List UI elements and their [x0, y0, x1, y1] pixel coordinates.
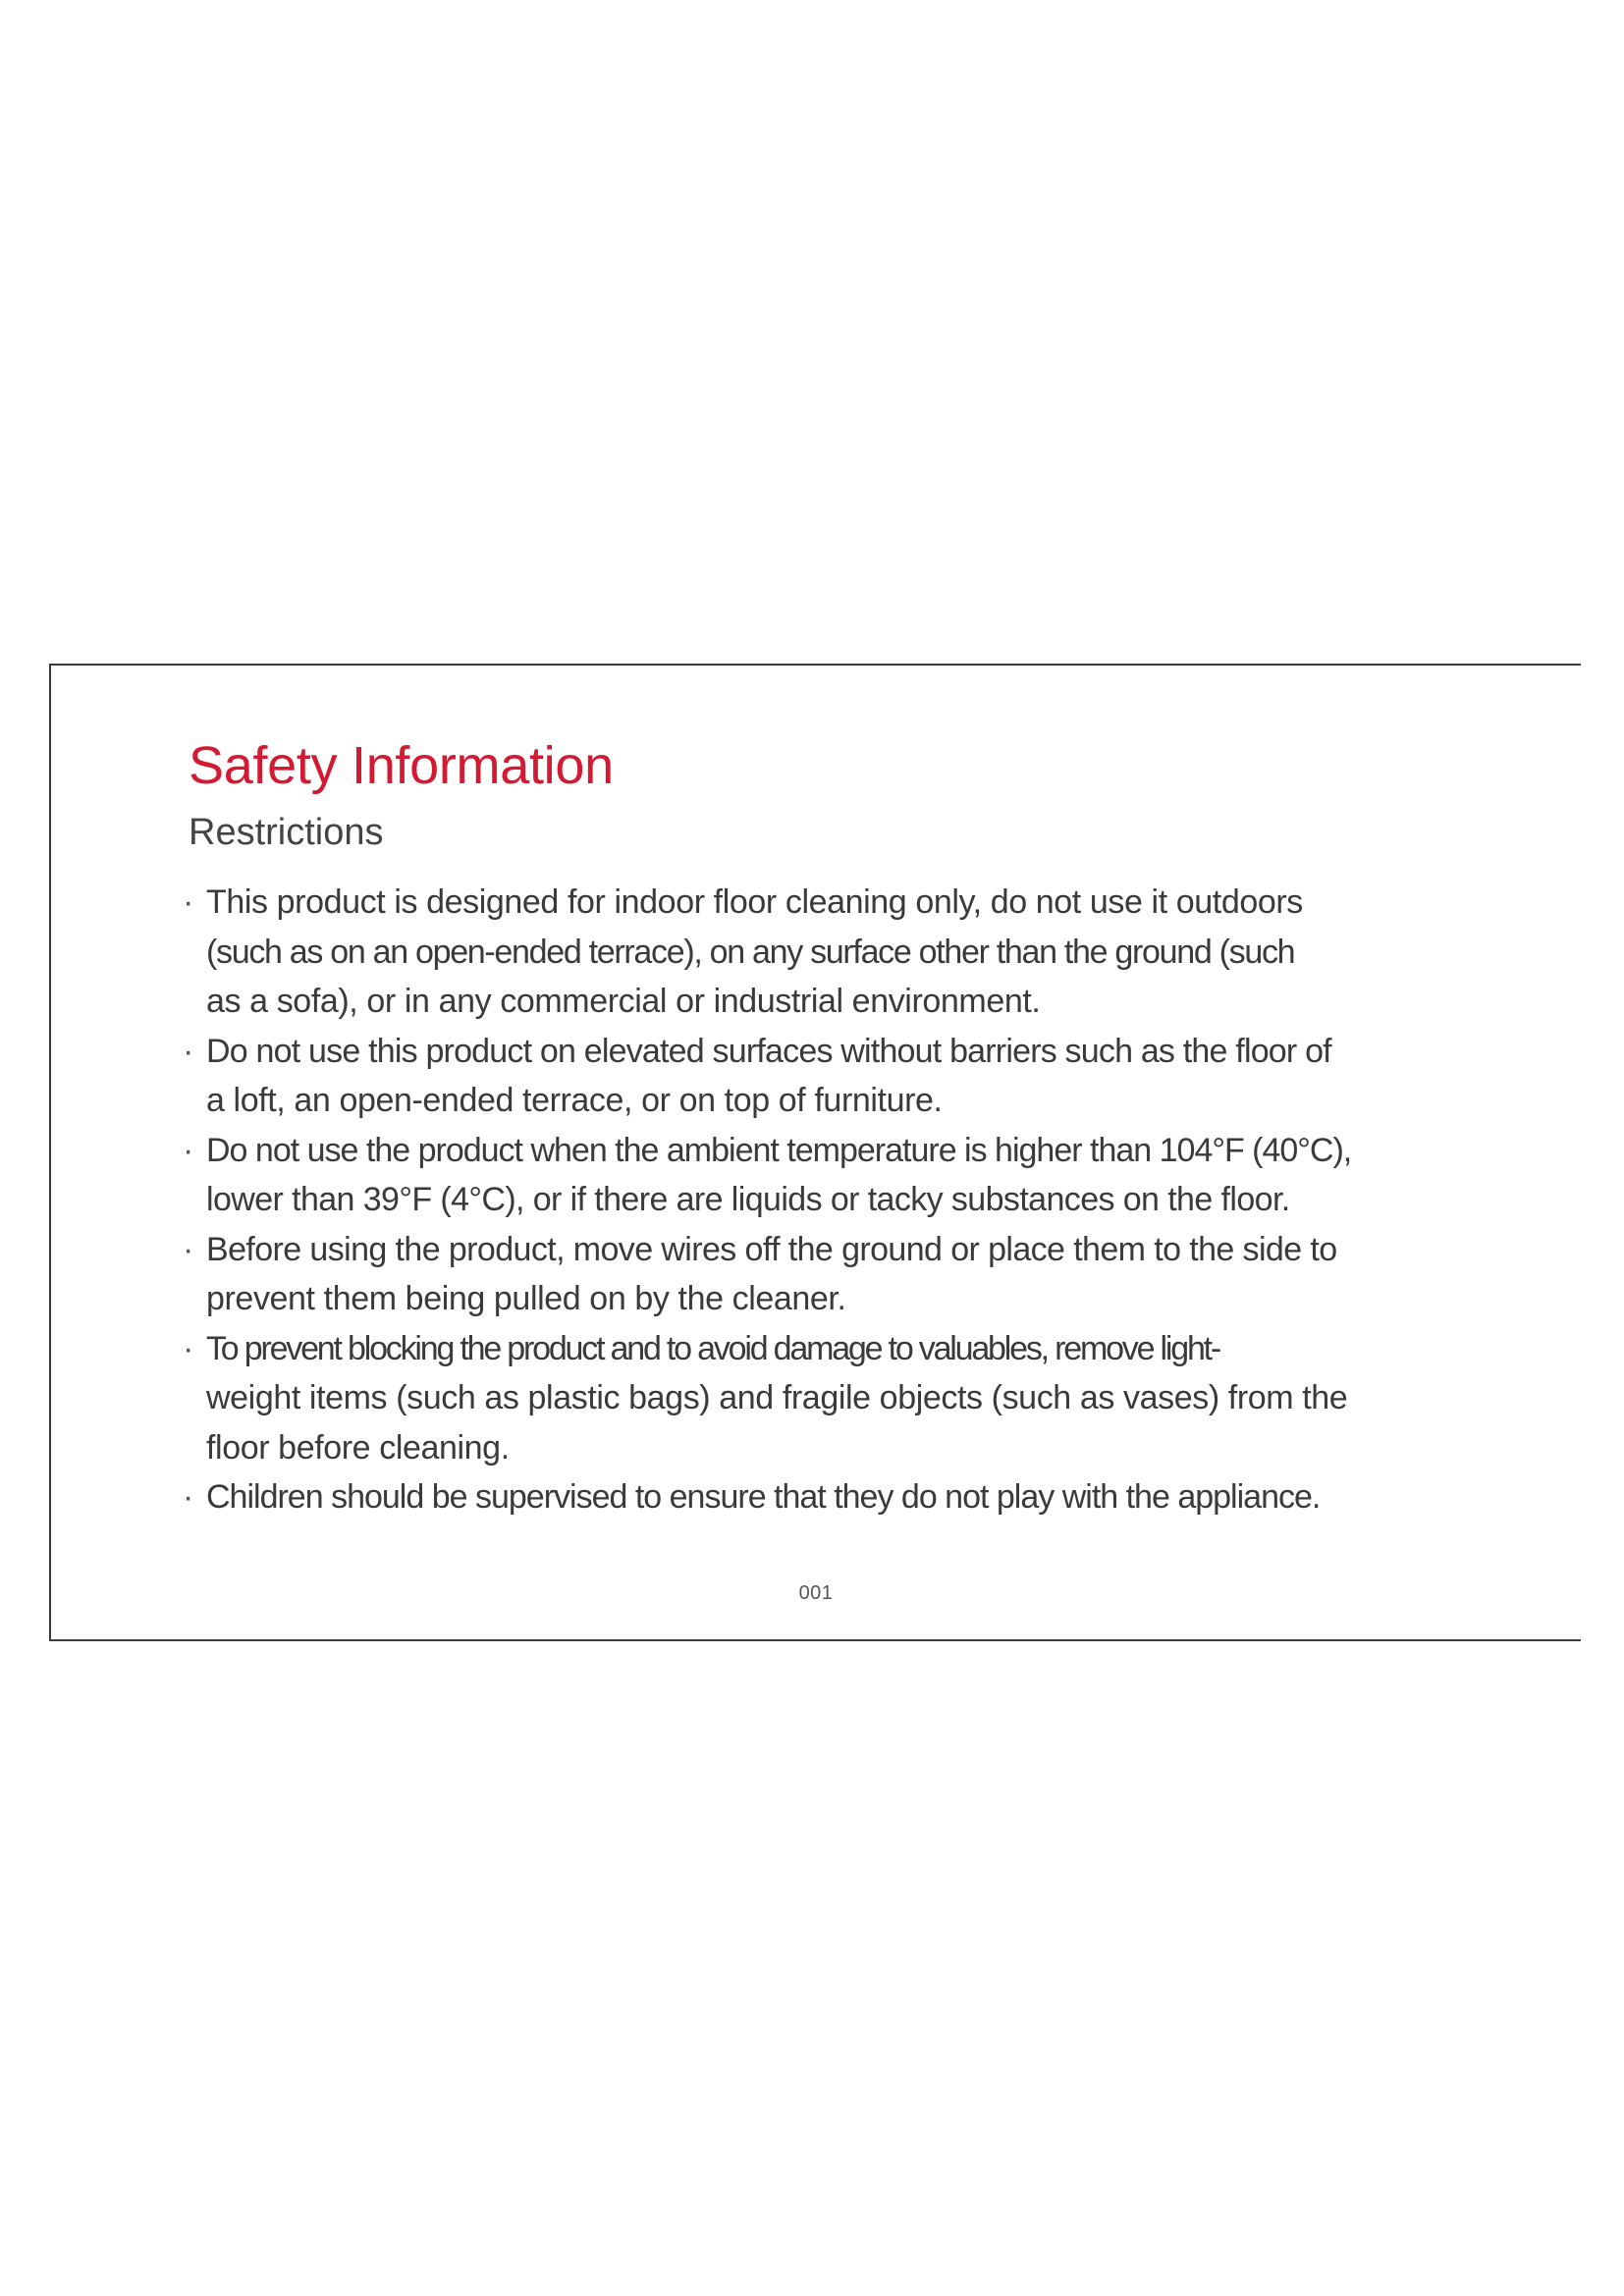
item-line: as a sofa), or in any commercial or industrial environment. — [206, 983, 1041, 1020]
bullet-icon: · — [183, 883, 193, 921]
content-area — [183, 734, 1504, 1522]
list-item — [183, 1027, 1504, 1126]
bullet-icon: · — [183, 1329, 193, 1367]
page-title: Safety Information — [189, 736, 614, 795]
item-line: Do not use this product on elevated surfaces without barriers such as the floor of — [206, 1032, 1331, 1070]
list-item — [183, 1126, 1504, 1225]
bullet-icon: · — [183, 1131, 193, 1169]
item-line: (such as on an open-ended terrace), on any surface other than the ground (such — [206, 933, 1295, 971]
item-line: Do not use the product when the ambient temperature is higher than 104°F (40°C), — [206, 1131, 1352, 1169]
page-number: 001 — [798, 1582, 834, 1604]
item-line: floor before cleaning. — [206, 1428, 510, 1467]
bullet-icon: · — [183, 1478, 193, 1516]
section-subtitle: Restrictions — [189, 812, 384, 853]
page-frame — [49, 664, 1581, 1641]
item-line: This product is designed for indoor floor cleaning only, do not use it outdoors — [206, 883, 1303, 921]
item-line: Before using the product, move wires off the ground or place them to the side to — [206, 1230, 1337, 1268]
item-line: To prevent blocking the product and to avoid damage to valuables, remove light- — [206, 1329, 1220, 1367]
restrictions-list — [183, 878, 1504, 1522]
item-line: lower than 39°F (4°C), or if there are liquids or tacky substances on the floor. — [206, 1181, 1290, 1218]
list-item — [183, 1324, 1504, 1473]
list-item — [183, 1472, 1504, 1522]
item-line: prevent them being pulled on by the cleaner. — [206, 1280, 846, 1317]
item-line: weight items (such as plastic bags) and fragile objects (such as vases) from the — [206, 1379, 1348, 1416]
item-line: a loft, an open-ended terrace, or on top of furniture. — [206, 1082, 943, 1119]
list-item — [183, 878, 1504, 1027]
bullet-icon: · — [183, 1032, 193, 1070]
bullet-icon: · — [183, 1230, 193, 1268]
list-item — [183, 1225, 1504, 1324]
item-line: Children should be supervised to ensure that they do not play with the appliance. — [206, 1478, 1321, 1516]
